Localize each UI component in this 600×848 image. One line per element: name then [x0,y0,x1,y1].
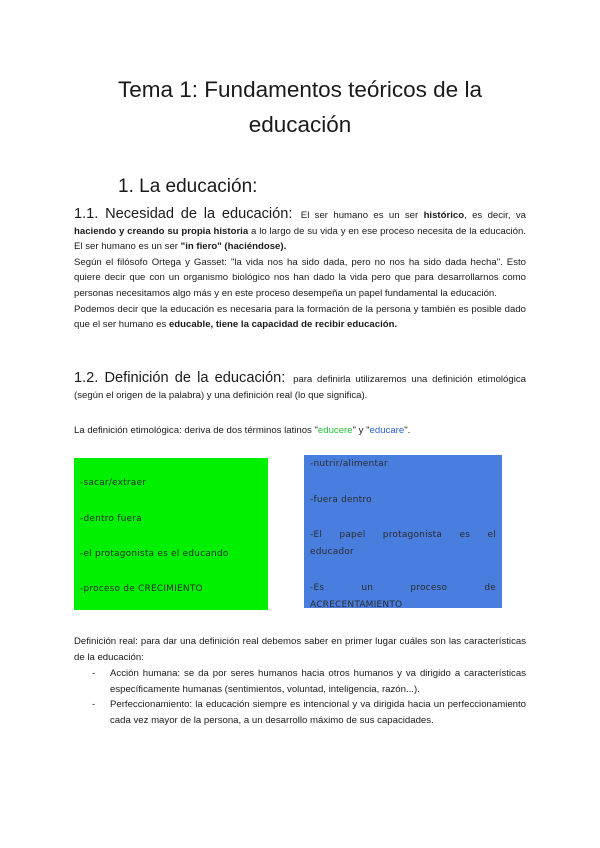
paragraph-necesidad: 1.1. Necesidad de la educación: El ser humano es un ser histórico, es decir, va haciendo y creando su propia historia a lo largo de su vida y en ese proceso necesita de la educación. El ser humano es un ser "in fiero" (haciéndose). Según el filósofo Ortega y Gasset: "la vida nos ha sido dada, pero no nos ha sido dada hecha". Esto quiere decir que con un organismo biológico nos han dado la vida pero que para desarrollarnos como personas necesitamos algo más y en este proceso desempeña un papel fundamental la educación. Podemos decir que la educación es necesaria para la formación de la persona y también es posible dado que el ser humano es educable, tiene la capacidad de recibir educación. [74,206,526,331]
list-bullet: - [92,668,96,679]
page-title [60,72,540,142]
list-bullet: - [92,699,96,711]
educere-note-2: -dentro fuera [80,514,142,524]
subsection-heading-1-1: 1.1. Necesidad de la educación: [74,206,293,222]
term-educere: educere [317,425,353,436]
educere-note-4: -proceso de CRECIMIENTO [80,584,203,594]
paragraph-definicion-real: Definición real: para dar una definición real debemos saber en primer lugar cuáles son las características de la educación: [74,636,526,663]
educere-note-3: -el protagonista es el educando [80,549,229,559]
educare-box [304,455,502,608]
educere-box [74,458,268,610]
educare-note-2: -fuera dentro [310,495,372,505]
educare-note-3: -El papel protagonista es el [310,530,496,540]
paragraph-etimologica: La definición etimológica: deriva de dos términos latinos "educere" y "educare". [74,425,411,436]
educare-note-4b: ACRECENTAMIENTO [310,600,403,608]
characteristics-list [74,666,526,728]
subsection-heading-1-2: 1.2. Definición de la educación: [74,370,286,386]
educare-note-4: -Es un proceso de [310,583,496,593]
title-line-2: educación [248,112,352,137]
paragraph-definicion: 1.2. Definición de la educación: para definirla utilizaremos una definición etimológica (según el origen de la palabra) y una definición real (lo que significa). [74,370,526,401]
title-line-1: Tema 1: Fundamentos teóricos de la [118,77,482,102]
section-heading-1: 1. La educación: [118,176,258,197]
educere-note-1: -sacar/extraer [80,478,147,488]
term-educare: educare [369,425,405,436]
educare-note-3b: educador [310,547,354,557]
list-item: - Perfeccionamiento: la educación siempre es intencional y va dirigida hacia un perfeccionamiento cada vez mayor de la persona, a un desarrollo máximo de sus capacidades. [92,699,526,726]
list-item: - Acción humana: se da por seres humanos hacia otros humanos y va dirigido a características específicamente humanas (sentimientos, voluntad, inteligencia, razón...). [92,668,526,695]
educare-note-1: -nutrir/alimentar [310,459,388,469]
